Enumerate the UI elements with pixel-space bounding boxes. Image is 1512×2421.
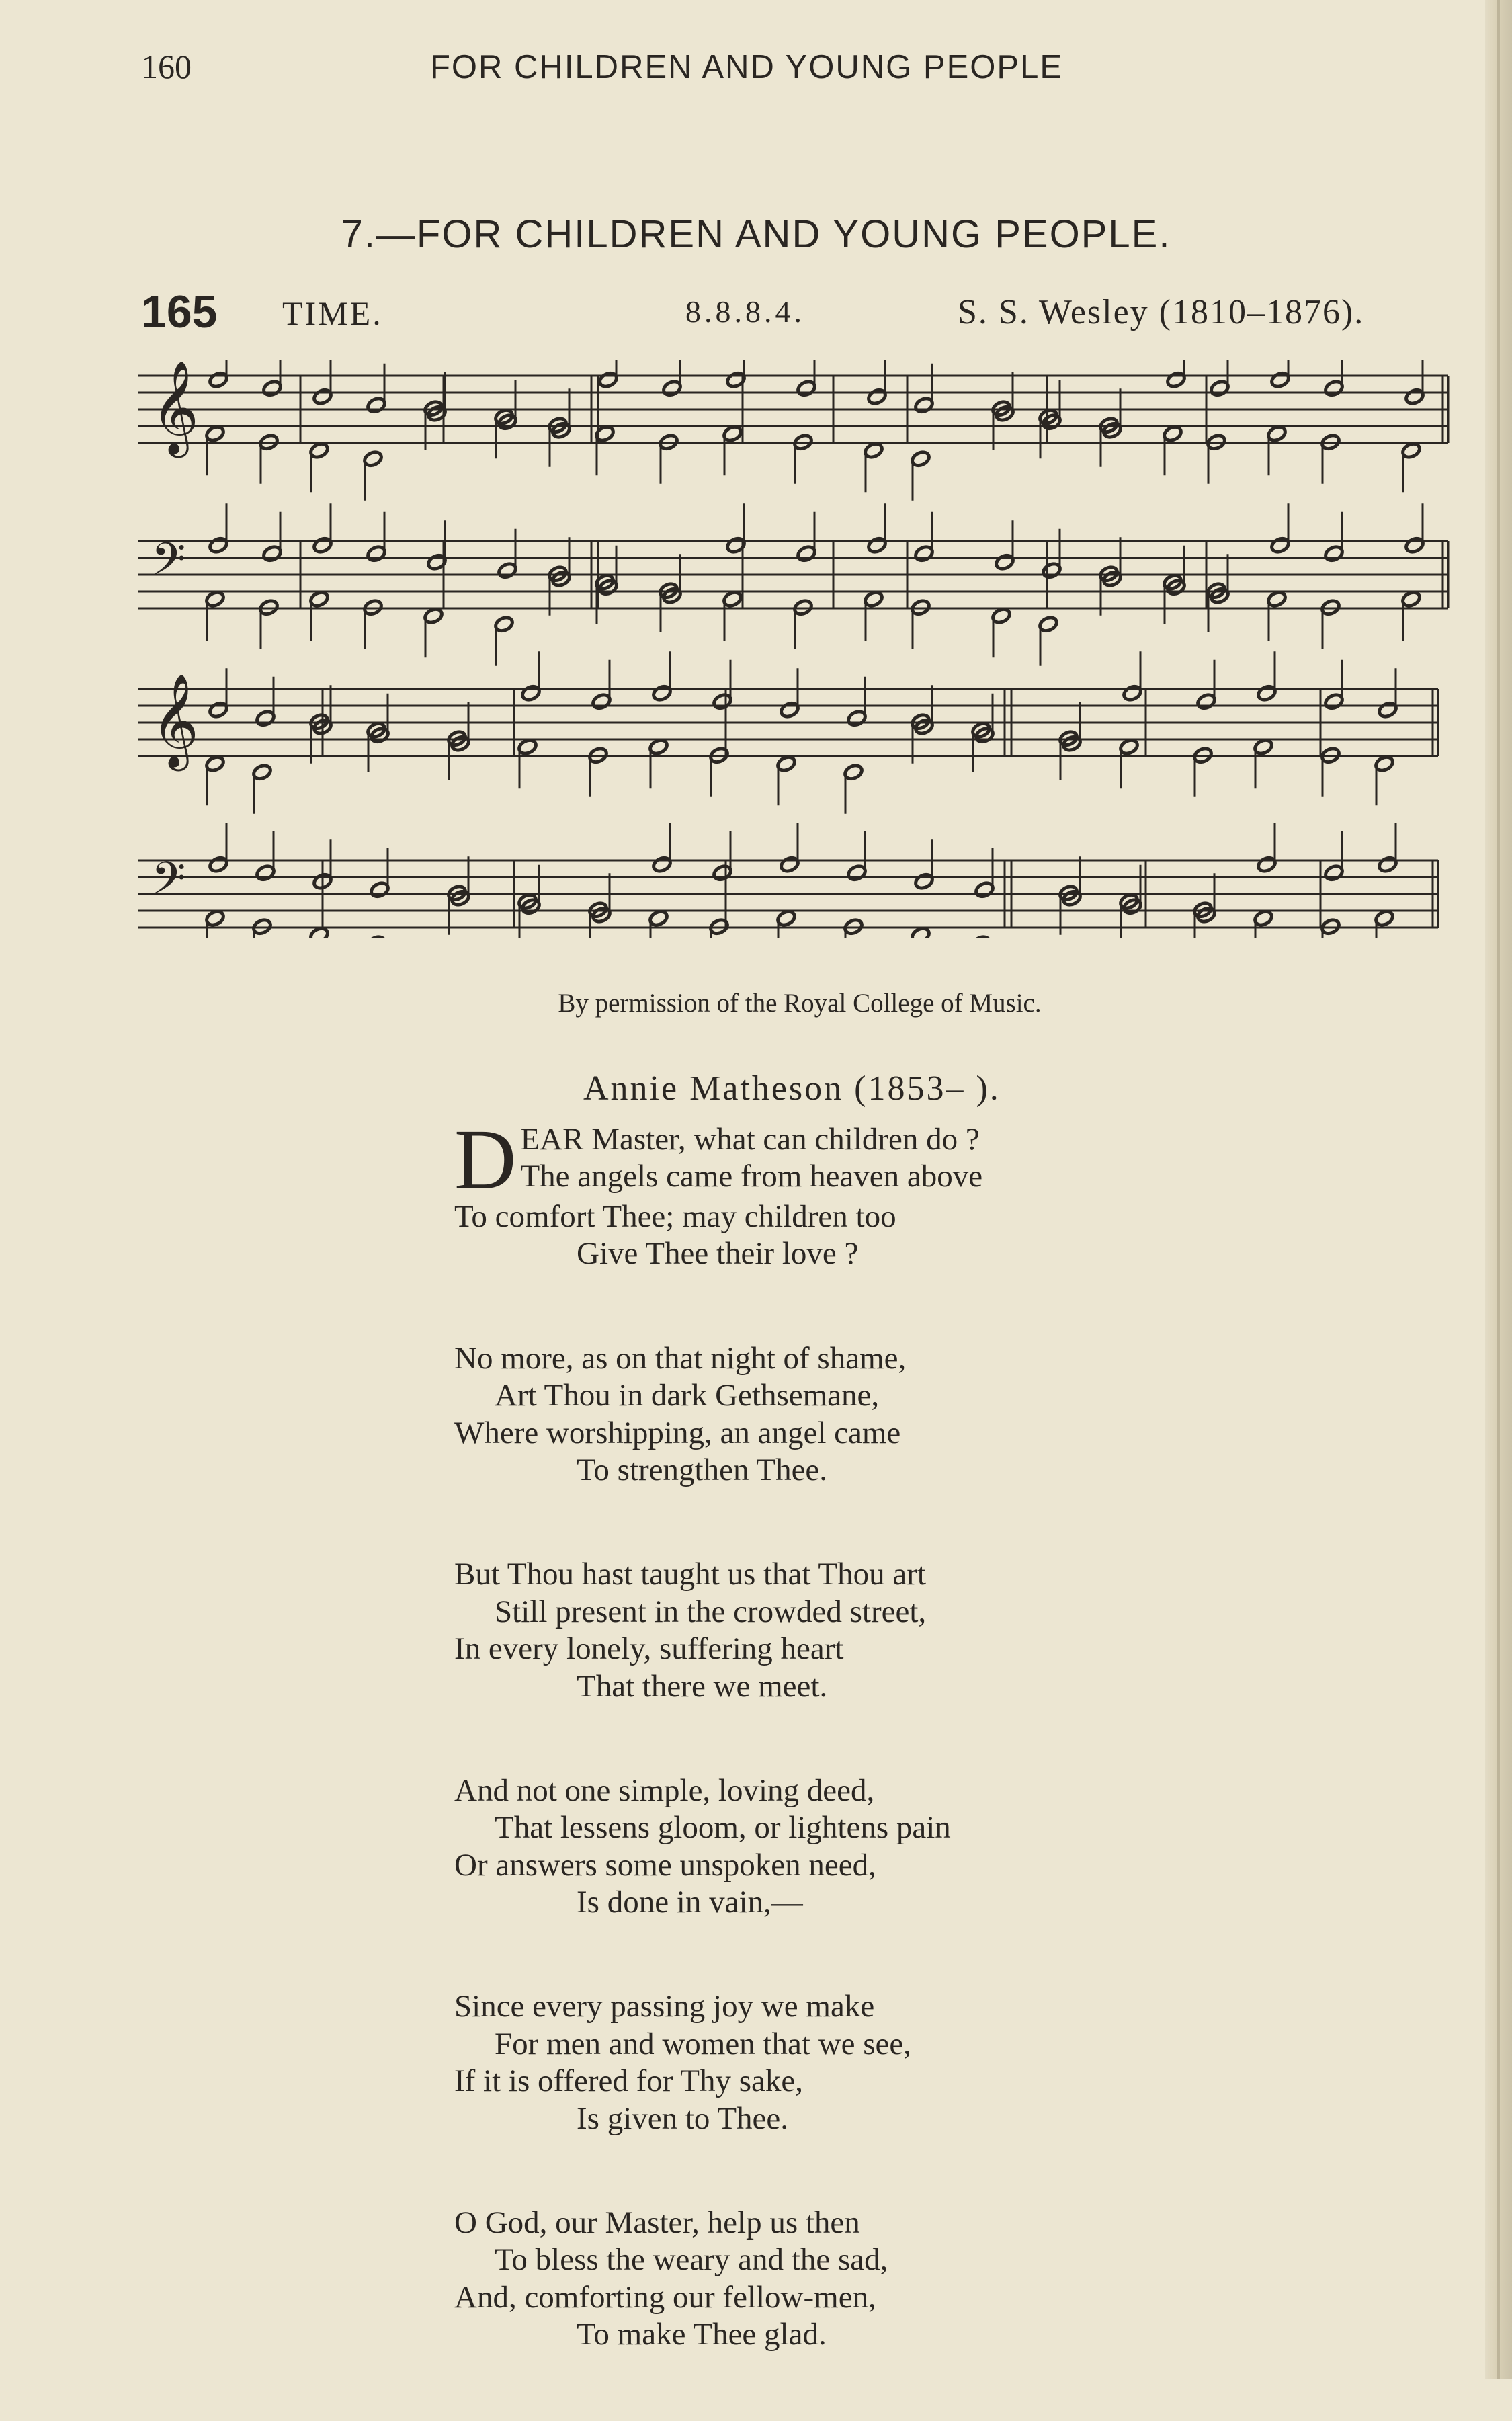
note-head [970,934,991,938]
permission-note: By permission of the Royal College of Music. [558,989,1042,1018]
poem-line: Is given to Thee. [577,2100,789,2136]
poem-line: For men and women that we see, [495,2026,911,2061]
poem-line: But Thou hast taught us that Thou art [454,1557,926,1592]
poem-line: O God, our Master, help us then [454,2205,860,2241]
stanza-5 [454,1988,1301,2137]
poem-line: Or answers some unspoken need, [454,1847,876,1883]
poem-line [454,1235,1301,1272]
poem-line: To bless the weary and the sad, [495,2242,888,2278]
poem-line: That lessens gloom, or lightens pain [495,1810,951,1846]
treble-clef: 𝄞 [151,673,199,768]
section-title: 7.—FOR CHILDREN AND YOUNG PEOPLE. [341,212,1171,256]
composer: S. S. Wesley (1810–1876). [958,293,1365,331]
poem-line: And not one simple, loving deed, [454,1772,875,1808]
tune-name: TIME. [282,294,383,332]
poem-line: Is done in vain,— [577,1885,803,1920]
poem-line: No more, as on that night of shame, [454,1340,907,1376]
poem [454,1112,1301,2421]
poem-line: Where worshipping, an angel came [454,1415,901,1450]
metre: 8.8.8.4. [685,294,805,329]
running-head [141,47,1176,87]
poem-line: Since every passing joy we make [454,1989,875,2024]
poem-line: Art Thou in dark Gethsemane, [495,1378,880,1413]
poem-line: To strengthen Thee. [577,1452,828,1487]
bass-clef: 𝄢 [151,852,186,915]
drop-cap: D [454,1112,517,1207]
stanza-3 [454,1556,1301,1705]
hymn-number: 165 [141,286,218,337]
poem-line: And, comforting our fellow-men, [454,2279,876,2315]
stanza-6 [454,2205,1301,2354]
treble-clef: 𝄞 [151,360,199,454]
running-head-title: FOR CHILDREN AND YOUNG PEOPLE [430,49,1064,85]
page-number: 160 [141,48,192,85]
line-text: EAR Master, what can children do ? [520,1122,980,1157]
poem-line: In every lonely, suffering heart [454,1631,844,1667]
line-text: To comfort Thee; may children too [454,1199,896,1234]
note-head [366,934,386,938]
stanza-4 [454,1772,1301,1922]
poem-line: That there we meet. [577,1668,828,1704]
poem-line [454,1158,1301,1195]
poem-line: Still present in the crowded street, [495,1594,927,1629]
author: Annie Matheson (1853– ). [583,1069,1001,1108]
hymn-header [141,286,1458,339]
stanza-2 [454,1340,1301,1489]
page-edge-shadow [1497,0,1500,2379]
line-text: The angels came from heaven above [520,1159,983,1194]
bass-clef: 𝄢 [151,533,186,596]
music-score [138,360,1458,938]
line-text: Give Thee their love ? [577,1236,859,1272]
poem-line [454,1198,1301,1235]
stanza-1 [454,1112,1301,1273]
score-drawing [138,360,1458,938]
poem-line: If it is offered for Thy sake, [454,2063,804,2099]
poem-line: To make Thee glad. [577,2317,827,2352]
